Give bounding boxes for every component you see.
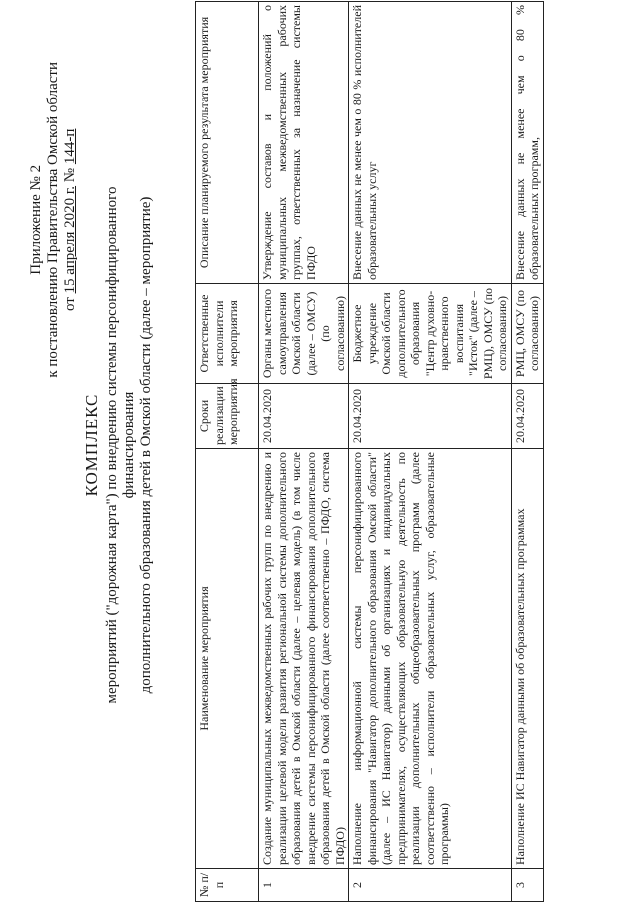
appendix-number: Приложение № 2 xyxy=(28,164,44,275)
column-header-result: Описание планируемого результата мероприятия xyxy=(196,2,259,284)
event-name: Наполнение информационной системы персонифицированного финансирования "Навигатор дополнительного образования Омской области" (далее – ИС Навигатор) данными об организациях и индивидуальных предпринимателях, осуществляющих образовательную деятельность по реализации дополнительных общеобразовательных программ (далее соответственно – исполнители образовательных услуг, образовательные программы) xyxy=(349,449,512,869)
table-header-row xyxy=(196,2,259,902)
column-header-name: Наименование мероприятия xyxy=(196,449,259,869)
event-result: Внесение данных не менее чем о 80 % исполнителей образовательных услуг xyxy=(349,2,512,284)
roadmap-table xyxy=(195,1,544,902)
number-sign: № xyxy=(62,167,78,183)
column-header-responsible: Ответственные исполнители мероприятия xyxy=(196,284,259,384)
event-responsible: Органы местного самоуправления Омской области (далее – ОМСУ) (по согласованию) xyxy=(259,284,349,384)
event-name: Создание муниципальных межведомственных рабочих групп по внедрению и реализации целевой модели развития региональной системы дополнительного образования детей в Омской области (далее – целевая модель) (в том числе внедрение системы персонифицированного финансирования дополнительного образования детей в Омской области (далее соответственно – ПФДО, система ПФДО) xyxy=(259,449,349,869)
appendix-header xyxy=(28,62,79,378)
event-deadline: 20.04.2020 xyxy=(349,384,512,449)
resolution-date: 15 апреля 2020 г. xyxy=(62,185,78,294)
subtitle-line-1: мероприятий ("дорожная карта") по внедрению системы персонифицированного финансирования xyxy=(104,186,137,704)
table-row xyxy=(511,2,543,902)
event-name: Наполнение ИС Навигатор данными об образовательных программах xyxy=(511,449,543,869)
row-number: 3 xyxy=(511,869,543,902)
subtitle-line-2: дополнительного образования детей в Омской области (далее – мероприятие) xyxy=(138,196,154,694)
event-deadline: 20.04.2020 xyxy=(259,384,349,449)
row-number: 2 xyxy=(349,869,512,902)
event-responsible: РМЦ, ОМСУ (по согласованию) xyxy=(511,284,543,384)
table-row xyxy=(349,2,512,902)
resolution-number: 144-п xyxy=(62,128,78,165)
table-row xyxy=(259,2,349,902)
event-result: Утверждение составов и положений о муниципальных межведомственных рабочих группах, ответственных за назначение системы ПФДО xyxy=(259,2,349,284)
row-number: 1 xyxy=(259,869,349,902)
date-prefix: от xyxy=(62,297,78,312)
resolution-reference: к постановлению Правительства Омской области xyxy=(45,62,61,378)
resolution-date-line xyxy=(62,62,79,378)
event-result: Внесение данных не менее чем о 80 % образовательных программ, xyxy=(511,2,543,284)
event-responsible: Бюджетное учреждение Омской области дополнительного образования "Центр духовно-нравственного воспитания "Исток" (далее – РМЦ), ОМСУ (по согласованию) xyxy=(349,284,512,384)
event-deadline: 20.04.2020 xyxy=(511,384,543,449)
column-header-number: № п/п xyxy=(196,869,259,902)
document-title: КОМПЛЕКС xyxy=(82,393,101,497)
document-subtitle xyxy=(104,145,155,745)
column-header-deadline: Сроки реализации мероприятия xyxy=(196,384,259,449)
